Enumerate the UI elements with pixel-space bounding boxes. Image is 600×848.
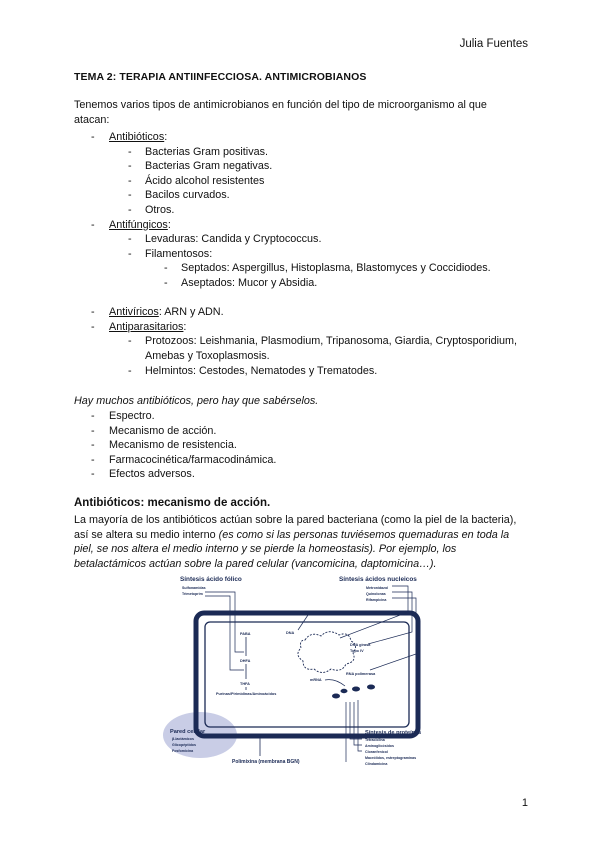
list-item: - Antibióticos:: [91, 131, 168, 143]
list-item: - Filamentosos:: [128, 247, 213, 260]
list-item: - Bacterias Gram negativas.: [128, 160, 273, 173]
antiviricos-label: Antivíricos: [109, 306, 159, 319]
list-item: - Antifúngicos:: [91, 218, 171, 231]
list-item: - Otros.: [128, 203, 175, 216]
list-item: - Aseptados: Mucor y Absidia.: [164, 276, 318, 289]
protein-drug-4: Macrólidos, estreptograminas: [365, 756, 417, 760]
mechanism-paragraph: [74, 513, 516, 571]
nucleic-drug-1: Metronidazol: [366, 586, 389, 590]
antimicrobial-types-list: [0, 130, 600, 378]
polymyxin-label: Polimixina (membrana BGN): [232, 759, 300, 765]
antibioticos-label: Antibióticos: [109, 131, 165, 143]
antiparasitarios-label: Antiparasitarios: [109, 320, 184, 333]
folic-title: Síntesis ácido fólico: [180, 576, 242, 583]
mechanism-line-1: La mayoría de los antibióticos actúan sobre la pared bacteriana (como la piel de la bacteria),: [74, 514, 517, 526]
list-item: - Helmintos: Cestodes, Nematodes y Trematodes.: [128, 364, 378, 377]
ribosomes: [332, 685, 375, 699]
must-know-intro: Hay muchos antibióticos, pero hay que sabérselos.: [74, 395, 319, 407]
list-item: - Levaduras: Candida y Cryptococcus.: [128, 233, 322, 246]
wall-title: Pared celular: [170, 729, 206, 735]
purines-label: Purinas/Pirimidinas/Aminoácidos: [216, 692, 277, 696]
folic-drug-1: Sulfonamidas: [182, 586, 206, 590]
list-item: - Antiparasitarios:: [91, 320, 187, 333]
protein-drug-1: Tetraciclina: [365, 738, 385, 742]
wall-drug-3: Fosfomicina: [172, 749, 194, 753]
dna-cloud: [298, 632, 356, 673]
bacterium-inner-frame: [205, 622, 409, 727]
wall-drug-1: β-lactámicos: [172, 737, 194, 741]
intro-paragraph: [74, 98, 487, 127]
wall-drug-2: Glicopéptidos: [172, 743, 196, 747]
author-name: Julia Fuentes: [459, 38, 528, 50]
protein-drug-3: Cloranfenicol: [365, 750, 388, 754]
list-item: - Bacterias Gram positivas.: [128, 145, 269, 158]
nucleic-drug-2: Quinolonas: [366, 592, 386, 596]
document-title: TEMA 2: TERAPIA ANTIINFECCIOSA. ANTIMICROBIANOS: [74, 71, 367, 83]
mechanism-line-3: piel, se nos altera el medio interno y se pierde la homeostasis). Por ejemplo, los: [74, 543, 457, 556]
list-item: - Protozoos: Leishmania, Plasmodium, Tripanosoma, Giardia, Cryptosporidium,: [128, 335, 518, 348]
intro-line-2: atacan:: [74, 113, 110, 126]
protein-drug-2: Aminoglicósidos: [365, 744, 394, 748]
list-item: - Espectro.: [91, 410, 155, 422]
list-item: - Mecanismo de resistencia.: [91, 439, 237, 452]
list-item: - Antivíricos: ARN y ADN.: [91, 306, 224, 319]
list-item: Amebas y Toxoplasmosis.: [145, 349, 270, 362]
list-item: - Farmacocinética/farmacodinámica.: [91, 453, 277, 466]
dna-label: DNA: [286, 631, 295, 635]
must-know-list: [0, 409, 600, 482]
mrna-strand: [325, 680, 345, 686]
mechanism-line-4: betalactámicos actúan sobre la pared celular (vancomicina, daptomicina…).: [74, 557, 437, 570]
dhfa-label: DHFA: [240, 659, 251, 663]
protein-drug-5: Clindamicina: [365, 762, 388, 766]
list-item: - Mecanismo de acción.: [91, 424, 217, 437]
folic-pointer-2: [205, 596, 244, 670]
page-number: 1: [521, 797, 528, 809]
paba-label: PABA: [240, 632, 251, 636]
mechanism-line-2: así se altera su medio interno (es como si las personas tuviésemos quemaduras en toda la: [74, 528, 510, 541]
dna-gyrase-label-1: DNA girasa: [350, 643, 371, 647]
rna-polymerase-label: RNA polimerasa: [346, 672, 376, 676]
folic-drug-2: Trimetoprim: [182, 592, 203, 596]
protein-pointers: [346, 700, 362, 762]
intro-line-1: Tenemos varios tipos de antimicrobianos en función del tipo de microorganismo al que: [74, 99, 487, 111]
list-item: - Bacilos curvados.: [128, 189, 230, 202]
list-item: - Septados: Aspergillus, Histoplasma, Blastomyces y Coccidiodes.: [164, 262, 491, 275]
list-item: - Ácido alcohol resistentes: [128, 174, 265, 187]
bacterium-outer-frame: [196, 613, 418, 736]
nucleic-title: Síntesis ácidos nucleicos: [339, 576, 417, 583]
nucleic-drug-3: Rifampicina: [366, 598, 387, 602]
protein-title: Síntesis de proteínas: [365, 730, 422, 736]
thfa-label: THFA: [240, 682, 250, 686]
list-item: - Efectos adversos.: [91, 468, 195, 481]
antifungicos-label: Antifúngicos: [109, 218, 168, 231]
dna-gyrase-label-2: Topo IV: [350, 649, 364, 653]
antibiotic-targets-diagram: [160, 572, 450, 776]
mrna-label: mRNA: [310, 678, 322, 682]
spacer: [0, 291, 600, 306]
section-heading-mechanism: Antibióticos: mecanismo de acción.: [74, 497, 271, 509]
